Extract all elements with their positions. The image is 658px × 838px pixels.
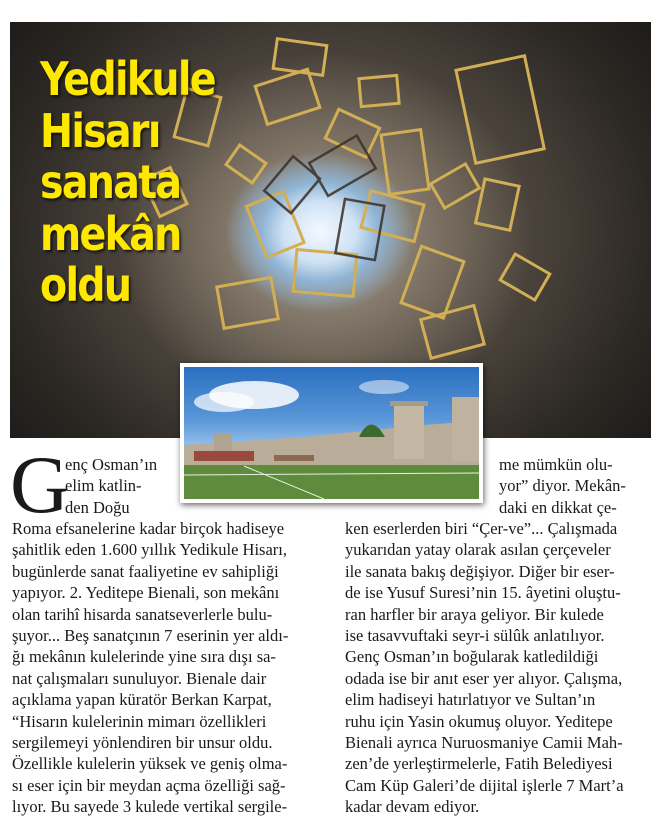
- article-line: elim hadiseyi hatırlatıyor ve Sultan’ın: [345, 690, 596, 710]
- article-line: bugünlerde sanat faaliyetine ev sahipliği: [12, 561, 279, 581]
- article-column-left-intro: [65, 454, 157, 518]
- article-line: olan tarihî hisarda sanatseverlerle bulu-: [12, 604, 273, 624]
- article-line: Özellikle kulelerin yüksek ve geniş olma-: [12, 754, 288, 774]
- article-column-right-intro: [499, 454, 626, 518]
- inset-photo-fortress-exterior: [180, 363, 483, 503]
- article-line: de ise Yusuf Suresi’nin 15. âyetini oluştu-: [345, 583, 621, 603]
- article-column-right: [345, 518, 624, 818]
- article-line: kadar devam ediyor.: [345, 797, 480, 817]
- article-line: zen’de yerleştirmelerle, Fatih Belediyesi: [345, 754, 613, 774]
- article-line: me mümkün olu-: [499, 455, 613, 474]
- article-line: şahitlik eden 1.600 yıllık Yedikule Hisarı,: [12, 540, 287, 560]
- article-line: ile sanata bakış değişiyor. Diğer bir eser-: [345, 561, 615, 581]
- article-line: “Hisarın kulelerinin mimarı özellikleri: [12, 711, 267, 731]
- article-line: ran harfler bir araya geliyor. Bir kulede: [345, 604, 604, 624]
- article-line: yukarıdan yatay olarak asılan çerçeveler: [345, 540, 611, 560]
- article-line: yor” diyor. Mekân-: [499, 476, 626, 496]
- article-line: sı eser için bir meydan açma özelliği sağ-: [12, 775, 286, 795]
- article-line: nat çalışmaları sunuluyor. Bienale dair: [12, 668, 267, 688]
- article-line: ken eserlerden biri “Çer-ve”... Çalışmada: [345, 519, 618, 538]
- article-line: den Doğu: [65, 497, 130, 517]
- article-line: ruhu için Yasin okumuş oluyor. Yeditepe: [345, 711, 613, 731]
- headline-line: Hisarı: [40, 103, 160, 158]
- headline-line: mekân: [40, 206, 181, 261]
- article-line: şuyor... Beş sanatçının 7 eserinin yer aldı-: [12, 626, 289, 646]
- article-line: lıyor. Bu sayede 3 kulede vertikal sergile-: [12, 797, 288, 817]
- article-line: Genç Osman’ın boğularak katledildiği: [345, 647, 599, 667]
- article-line: odada ise bir anıt eser yer alıyor. Çalışma,: [345, 668, 623, 688]
- article-line: sergilemeyi yönlendiren bir unsur oldu.: [12, 733, 273, 753]
- article-line: yapıyor. 2. Yeditepe Bienali, son mekânı: [12, 583, 280, 603]
- article-line: açıklama yapan küratör Berkan Karpat,: [12, 690, 272, 710]
- article-line: enç Osman’ın: [65, 455, 158, 474]
- article-line: Cam Küp Galeri’de dijital işlerle 7 Mart’a: [345, 775, 624, 795]
- headline-line: sanata: [40, 155, 181, 210]
- fortress-walls-illustration: [184, 367, 479, 499]
- article-line: daki en dikkat çe-: [499, 497, 617, 517]
- article-line: elim katlin-: [65, 476, 142, 496]
- headline-line: oldu: [40, 258, 131, 313]
- headline-line: Yedikule: [40, 52, 215, 106]
- article-line: Bienali ayrıca Nuruosmaniye Camii Mah-: [345, 733, 623, 753]
- article-line: ise tasavvuftaki seyr-i sülûk anlatılıyor.: [345, 626, 605, 646]
- drop-cap: G: [10, 439, 70, 530]
- article-line: Roma efsanelerine kadar birçok hadiseye: [12, 519, 285, 538]
- article-column-left: [12, 518, 288, 818]
- article-line: ğı mekânın kulelerinde yine sıra dışı sa-: [12, 647, 276, 667]
- headline: [40, 54, 215, 312]
